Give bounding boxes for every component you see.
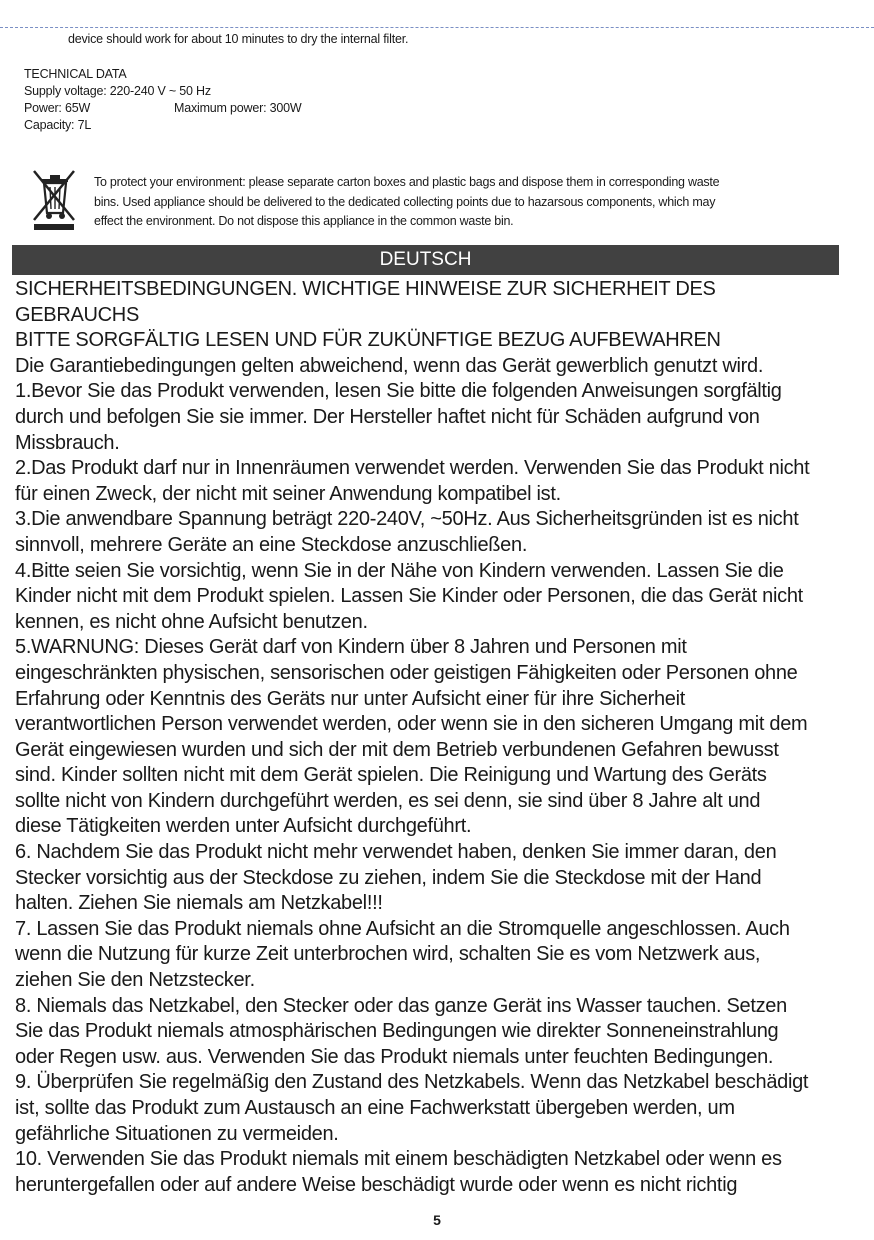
body-text-line: gefährliche Situationen zu vermeiden. [15, 1122, 339, 1145]
environment-line: To protect your environment: please separate carton boxes and plastic bags and dispose them in corresponding waste [94, 175, 720, 189]
power-value: Power: 65W [24, 101, 91, 115]
body-text-line: diese Tätigkeiten werden unter Aufsicht durchgeführt. [15, 815, 472, 838]
body-text-line: SICHERHEITSBEDINGUNGEN. WICHTIGE HINWEISE ZUR SICHERHEIT DES [15, 278, 716, 300]
dashed-separator [0, 27, 874, 28]
safety-instructions-body [15, 277, 865, 1198]
body-text-line: 1.Bevor Sie das Produkt verwenden, lesen Sie bitte die folgenden Anweisungen sorgfältig [15, 380, 782, 403]
body-text-line: ziehen Sie den Netzstecker. [15, 969, 255, 992]
body-text-line: sinnvoll, mehrere Geräte an eine Steckdose anzuschließen. [15, 533, 528, 556]
body-text-line: 7. Lassen Sie das Produkt niemals ohne Aufsicht an die Stromquelle angeschlossen. Auch [15, 917, 790, 940]
environment-line: bins. Used appliance should be delivered to the dedicated collecting points due to hazarsous components, which may [94, 194, 716, 209]
body-text-line: 3.Die anwendbare Spannung beträgt 220-240V, ~50Hz. Aus Sicherheitsgründen ist es nicht [15, 508, 799, 531]
environment-notice [94, 173, 854, 232]
body-text-line: Kinder nicht mit dem Produkt spielen. Lassen Sie Kinder oder Personen, die das Gerät nicht [15, 585, 803, 608]
body-text-line: sollte nicht von Kindern durchgeführt werden, es sei denn, sie sind über 8 Jahre alt und [15, 789, 761, 812]
body-text-line: eingeschränkten physischen, sensorischen oder geistigen Fähigkeiten oder Personen ohne [15, 661, 798, 684]
max-power-value: Maximum power: 300W [174, 101, 302, 115]
body-text-line: Gerät eingewiesen wurden und sich der mit dem Betrieb verbundenen Gefahren bewusst [15, 738, 779, 761]
technical-data [24, 66, 444, 134]
body-text-line: wenn die Nutzung für kurze Zeit unterbrochen wird, schalten Sie es vom Netzwerk aus, [15, 943, 761, 966]
body-text-line: Die Garantiebedingungen gelten abweichend, wenn das Gerät gewerblich genutzt wird. [15, 354, 764, 377]
body-text-line: Stecker vorsichtig aus der Steckdose zu ziehen, indem Sie die Steckdose mit der Hand [15, 866, 762, 889]
body-text-line: sind. Kinder sollten nicht mit dem Gerät spielen. Die Reinigung und Wartung des Geräts [15, 764, 767, 787]
capacity: Capacity: 7L [24, 118, 92, 132]
body-text-line: ist, sollte das Produkt zum Austausch an eine Fachwerkstatt übergeben werden, um [15, 1097, 735, 1119]
body-text-line: Missbrauch. [15, 431, 120, 454]
body-text-line: durch und befolgen Sie sie immer. Der Hersteller haftet nicht für Schäden aufgrund von [15, 405, 760, 428]
body-text-line: 4.Bitte seien Sie vorsichtig, wenn Sie in der Nähe von Kindern verwenden. Lassen Sie die [15, 559, 784, 582]
intro-text: device should work for about 10 minutes to dry the internal filter. [68, 32, 409, 46]
body-text-line: oder Regen usw. aus. Verwenden Sie das Produkt niemals unter feuchten Bedingungen. [15, 1045, 774, 1068]
page-number: 5 [433, 1212, 441, 1228]
body-text-line: halten. Ziehen Sie niemals am Netzkabel!!! [15, 892, 383, 915]
body-text-line: Erfahrung oder Kenntnis des Geräts nur unter Aufsicht einer für ihre Sicherheit [15, 687, 686, 710]
body-text-line: heruntergefallen oder auf andere Weise beschädigt wurde oder wenn es nicht richtig [15, 1173, 738, 1196]
body-text-line: 5.WARNUNG: Dieses Gerät darf von Kindern über 8 Jahren und Personen mit [15, 636, 687, 659]
body-text-line: 9. Überprüfen Sie regelmäßig den Zustand des Netzkabels. Wenn das Netzkabel beschädigt [15, 1071, 809, 1094]
supply-voltage: Supply voltage: 220-240 V ~ 50 Hz [24, 84, 211, 98]
crossed-out-wheelie-bin-icon [28, 165, 80, 231]
body-text-line: 2.Das Produkt darf nur in Innenräumen verwendet werden. Verwenden Sie das Produkt nicht [15, 457, 810, 480]
body-text-line: GEBRAUCHS [15, 303, 139, 326]
body-text-line: Sie das Produkt niemals atmosphärischen Bedingungen wie direkter Sonneneinstrahlung [15, 1020, 779, 1043]
environment-line: effect the environment. Do not dispose this appliance in the common waste bin. [94, 214, 514, 228]
section-banner-deutsch: DEUTSCH [12, 245, 839, 275]
power-row [24, 100, 444, 117]
body-text-line: 6. Nachdem Sie das Produkt nicht mehr verwendet haben, denken Sie immer daran, den [15, 841, 777, 864]
body-text-line: 10. Verwenden Sie das Produkt niemals mit einem beschädigten Netzkabel oder wenn es [15, 1148, 782, 1171]
body-text-line: verantwortlichen Person verwendet werden, oder wenn sie in den sicheren Umgang mit dem [15, 713, 808, 736]
body-text-line: für einen Zweck, der nicht mit seiner Anwendung kompatibel ist. [15, 482, 561, 505]
body-text-line: BITTE SORGFÄLTIG LESEN UND FÜR ZUKÜNFTIGE BEZUG AUFBEWAHREN [15, 329, 721, 352]
body-text-line: kennen, es nicht ohne Aufsicht benutzen. [15, 610, 368, 633]
body-text-line: 8. Niemals das Netzkabel, den Stecker oder das ganze Gerät ins Wasser tauchen. Setzen [15, 994, 787, 1017]
technical-heading: TECHNICAL DATA [24, 67, 127, 81]
